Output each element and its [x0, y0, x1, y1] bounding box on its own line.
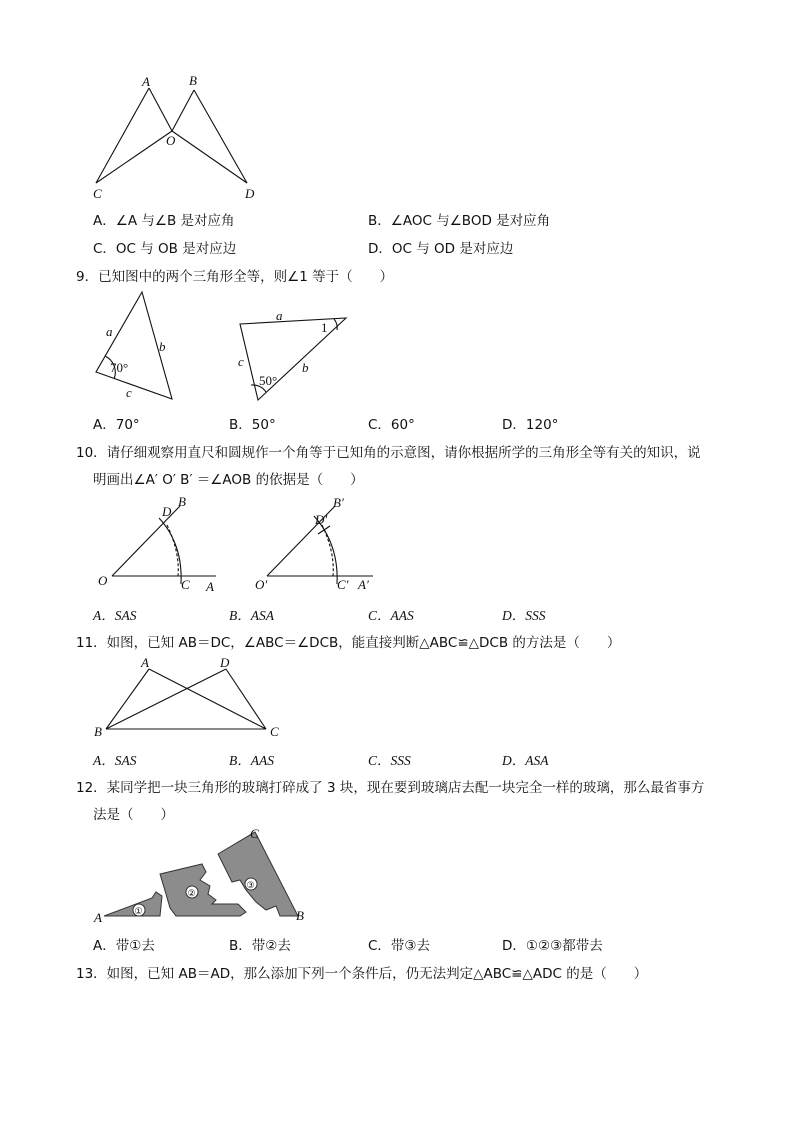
- q11-option-c: C．SSS: [368, 753, 411, 768]
- q9-option-b: B．50°: [229, 417, 276, 433]
- q8-label-o: O: [166, 133, 176, 148]
- q10-option-c: C．AAS: [368, 608, 414, 623]
- q12-option-d: D．①②③都带去: [502, 938, 603, 954]
- q8-option-b: B．∠AOC 与∠BOD 是对应角: [368, 213, 551, 229]
- q11-option-b: B．AAS: [229, 753, 274, 768]
- q10-fig1-b: B: [178, 494, 186, 509]
- q11-option-a: A．SAS: [93, 753, 137, 768]
- q12-figure: [90, 824, 315, 926]
- q11-label-c: C: [270, 724, 279, 739]
- q9-tri1-b: b: [159, 339, 166, 354]
- q8-figure: [88, 70, 278, 205]
- q11-label-d: D: [220, 655, 230, 670]
- q9-figure: [90, 286, 360, 406]
- q9-tri2-one: 1: [321, 320, 328, 335]
- q10-option-a: A．SAS: [93, 608, 137, 623]
- q10-fig2-d: D′: [315, 512, 328, 527]
- q8-option-a: A．∠A 与∠B 是对应角: [93, 213, 235, 229]
- q10-fig1-c: C: [181, 577, 190, 592]
- q12-stem-line1: 12．某同学把一块三角形的玻璃打碎成了 3 块，现在要到玻璃店去配一块完全一样的玻璃，那么最省事方: [76, 780, 705, 796]
- q9-tri1-a: a: [106, 324, 113, 339]
- q10-option-b: B．ASA: [229, 608, 274, 623]
- q12-label-a: A: [94, 910, 102, 925]
- q10-fig2-o: O′: [255, 577, 268, 592]
- q10-option-d: D．SSS: [502, 608, 546, 623]
- q9-option-d: D．120°: [502, 417, 559, 433]
- q8-label-b: B: [189, 73, 197, 88]
- q11-option-d: D．ASA: [502, 753, 549, 768]
- q9-tri1-angle: 70°: [110, 360, 129, 375]
- q8-label-d: D: [245, 186, 255, 201]
- q11-label-b: B: [94, 724, 102, 739]
- q13-stem: 13．如图，已知 AB＝AD，那么添加下列一个条件后，仍无法判定△ABC≌△ADC 的是（ ）: [76, 966, 648, 982]
- q10-fig1-d: D: [162, 504, 172, 519]
- q12-option-c: C．带③去: [368, 938, 431, 954]
- q10-stem-line1: 10．请仔细观察用直尺和圆规作一个角等于已知角的示意图，请你根据所学的三角形全等有关的知识，说: [76, 445, 701, 461]
- q9-stem: 9．已知图中的两个三角形全等，则∠1 等于（ ）: [76, 269, 394, 285]
- q12-piece-3: ③: [246, 880, 255, 890]
- q8-label-c: C: [93, 186, 102, 201]
- q9-tri1-c: c: [126, 385, 132, 400]
- q12-piece-2: ②: [187, 888, 196, 898]
- q12-option-b: B．带②去: [229, 938, 291, 954]
- q9-option-c: C．60°: [368, 417, 415, 433]
- q11-stem: 11．如图，已知 AB＝DC，∠ABC＝∠DCB，能直接判断△ABC≌△DCB 的方法是（ ）: [76, 635, 621, 651]
- q10-stem-line2: 明画出∠A′ O′ B′ ＝∠AOB 的依据是（ ）: [93, 472, 364, 488]
- q12-option-a: A．带①去: [93, 938, 155, 954]
- q10-fig1-a: A: [206, 579, 214, 594]
- q10-fig2-c: C′: [337, 577, 349, 592]
- q10-fig2-b: B′: [333, 495, 344, 510]
- q9-tri2-b: b: [302, 360, 309, 375]
- q9-tri2-c: c: [238, 354, 244, 369]
- q12-stem-line2: 法是（ ）: [93, 807, 174, 823]
- q12-label-c: C: [250, 826, 259, 841]
- q11-figure: [90, 654, 290, 744]
- q11-label-a: A: [141, 655, 149, 670]
- q10-fig2-a: A′: [358, 577, 369, 592]
- q9-tri2-a: a: [276, 308, 283, 323]
- q10-figure: [92, 492, 382, 597]
- q8-label-a: A: [142, 74, 150, 89]
- q8-option-d: D．OC 与 OD 是对应边: [368, 241, 514, 257]
- q9-option-a: A．70°: [93, 417, 140, 433]
- q10-fig1-o: O: [98, 573, 108, 588]
- q9-tri2-angle: 50°: [259, 373, 278, 388]
- q8-option-c: C．OC 与 OB 是对应边: [93, 241, 237, 257]
- q12-piece-1: ①: [134, 906, 143, 916]
- q12-label-b: B: [296, 908, 304, 923]
